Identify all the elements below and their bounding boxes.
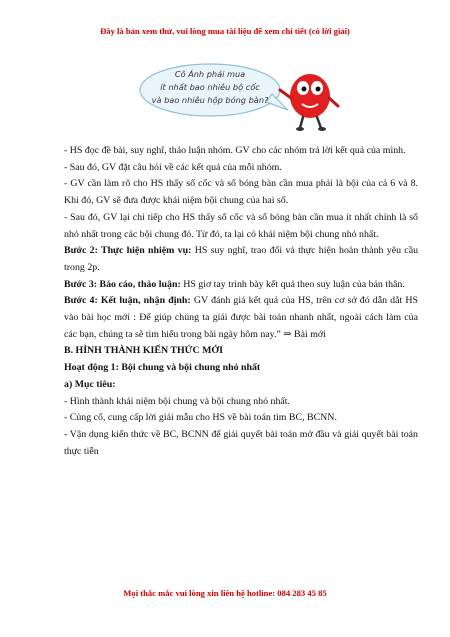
section-heading: B. HÌNH THÀNH KIẾN THỨC MỚI bbox=[64, 345, 223, 357]
goal-item-2: - Củng cố, cung cấp lời giải mẫu cho HS về bài toán tìm BC, BCNN. bbox=[64, 412, 337, 424]
hotline-banner: Mọi thắc mắc vui lòng xin liên hệ hotline: 084 283 45 85 bbox=[123, 588, 327, 598]
paragraph-discussion: - HS đọc đề bài, suy nghĩ, thảo luận nhóm. GV cho các nhóm trả lời kết quả của mình. bbox=[64, 145, 406, 156]
speech-line-1: Cô Ánh phải mua bbox=[174, 69, 246, 79]
paragraph-lcm: - Sau đó, GV lại chỉ tiếp cho HS thấy số cốc và số bóng bàn cần mua ít nhất chính là số nhỏ nhất trong các bội chung đó. Từ đó, ta lại có khái niệm bội chung nhỏ nhất. bbox=[64, 211, 418, 240]
step-4 bbox=[64, 293, 418, 343]
activity-heading: Hoạt động 1: Bội chung và bội chung nhỏ nhất bbox=[64, 362, 261, 374]
step-2-label: Bước 2: Thực hiện nhiệm vụ: bbox=[64, 245, 192, 257]
speech-bubble bbox=[140, 64, 288, 116]
preview-banner: Đây là bản xem thử, vui lòng mua tài liệu để xem chi tiết (có lời giải) bbox=[100, 26, 350, 36]
step-2-text: HS suy nghĩ, trao đổi và thực hiện hoàn thành yêu cầu trong 2p. bbox=[64, 245, 419, 273]
speech-line-2: ít nhất bao nhiêu bộ cốc bbox=[160, 82, 260, 92]
goal-item-1: - Hình thành khái niệm bội chung và bội chung nhỏ nhất. bbox=[64, 395, 290, 407]
paragraph-common-multiple: - GV cần làm rõ cho HS thấy số cốc và số bóng bàn cần mua phải là bội của cả 6 và 8. Khi đó, GV sẽ đưa được khái niệm bội chung của hai số. bbox=[64, 178, 418, 207]
step-4-text: GV đánh giá kết quả của HS, trên cơ sở đó dẫn dắt HS vào bài học mới : Để giúp chúng ta giải được bài toán nhanh nhất, ngoài cách làm của các bạn, chúng ta sẽ tìm hiểu trong bài ngày hôm nay.” ⇒ Bài mới bbox=[64, 295, 419, 340]
goal-item-3: - Vận dụng kiến thức về BC, BCNN để giải quyết bài toán mở đầu và giải quyết bài toán thực tiễn bbox=[64, 428, 418, 457]
step-3-text: HS giơ tay trình bày kết quả theo suy luận của bản thân. bbox=[180, 278, 405, 290]
cartoon-illustration bbox=[138, 52, 348, 134]
document-body bbox=[64, 143, 418, 460]
step-4-label: Bước 4: Kết luận, nhận định: bbox=[64, 295, 191, 307]
paragraph-question: - Sau đó, GV đặt câu hỏi về các kết quả của mỗi nhóm. bbox=[64, 161, 282, 173]
step-3-label: Bước 3: Báo cáo, thảo luận: bbox=[64, 278, 181, 290]
step-3 bbox=[64, 277, 418, 294]
goal-heading: a) Mục tiêu: bbox=[64, 378, 116, 390]
red-character-icon bbox=[280, 74, 338, 131]
speech-line-3: và bao nhiêu hộp bóng bàn? bbox=[151, 95, 269, 105]
step-2 bbox=[64, 243, 418, 276]
